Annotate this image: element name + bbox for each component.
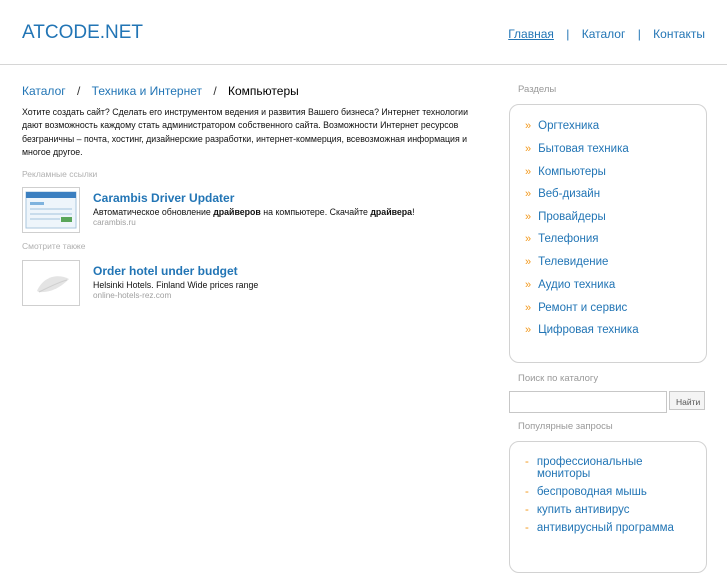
- breadcrumb-tech-link[interactable]: Техника и Интернет: [91, 84, 202, 98]
- see-also-label: Смотрите также: [22, 241, 86, 251]
- popular-item[interactable]: [525, 456, 643, 480]
- popular-label: Популярные запросы: [518, 421, 613, 432]
- section-link[interactable]: Цифровая техника: [538, 324, 639, 336]
- nav-separator: |: [566, 27, 570, 41]
- bullet-icon: »: [525, 188, 532, 200]
- section-link[interactable]: Веб-дизайн: [538, 188, 601, 200]
- section-item[interactable]: [525, 256, 608, 268]
- ad-title-link[interactable]: Order hotel under budget: [93, 264, 238, 278]
- dash-icon: -: [525, 504, 529, 516]
- popular-link[interactable]: [525, 456, 643, 480]
- ad-url: carambis.ru: [93, 218, 136, 227]
- ad-desc-keyword: драйвера: [370, 207, 413, 217]
- search-button[interactable]: Найти: [669, 391, 705, 410]
- breadcrumb-separator: /: [213, 84, 217, 98]
- popular-link[interactable]: купить антивирус: [536, 504, 630, 516]
- ad-carambis: [22, 187, 482, 233]
- section-item[interactable]: [525, 324, 639, 336]
- section-item[interactable]: [525, 166, 606, 178]
- section-link[interactable]: Провайдеры: [538, 211, 606, 223]
- popular-box: [509, 441, 707, 573]
- popular-link-line: профессиональные: [536, 456, 643, 468]
- popular-link-line: мониторы: [537, 468, 591, 480]
- ad-hotel: [22, 260, 482, 306]
- ad-url: online-hotels-rez.com: [93, 291, 172, 300]
- screenshot-thumbnail-icon: [23, 188, 79, 232]
- intro-text: Хотите создать сайт? Сделать его инструментом ведения и развития Вашего бизнеса? Интернет технологии дают возможность каждому стать администратором собственного сайта. Возможности Интернет ресурсов безграничны – почта, хостинг, дизайнерские разработки, интернет-коммерция, всевозможная информация и многое другое.: [22, 107, 468, 157]
- section-link[interactable]: Аудио техника: [538, 279, 616, 291]
- bullet-icon: »: [525, 279, 532, 291]
- breadcrumb: [22, 84, 299, 98]
- section-item[interactable]: [525, 211, 606, 223]
- bullet-icon: »: [525, 143, 532, 155]
- ad-title-link[interactable]: Carambis Driver Updater: [93, 191, 235, 205]
- ad-desc-part: !: [412, 207, 415, 217]
- section-link[interactable]: Телефония: [538, 233, 599, 245]
- section-item[interactable]: [525, 302, 627, 314]
- breadcrumb-current: Компьютеры: [228, 84, 299, 98]
- section-link[interactable]: Оргтехника: [538, 120, 600, 132]
- leaf-icon: [23, 261, 79, 305]
- nav-catalog-link[interactable]: Каталог: [581, 27, 626, 41]
- dash-icon: -: [525, 456, 529, 468]
- bullet-icon: »: [525, 166, 532, 178]
- top-nav: [508, 27, 705, 41]
- section-item[interactable]: [525, 233, 598, 245]
- section-item[interactable]: [525, 188, 600, 200]
- ad-desc-keyword: драйверов: [213, 207, 261, 217]
- site-logo[interactable]: ATCODE.NET: [22, 22, 144, 43]
- bullet-icon: »: [525, 256, 532, 268]
- ad-desc-part: Автоматическое обновление: [93, 207, 214, 217]
- dash-icon: -: [525, 522, 529, 534]
- section-item[interactable]: [525, 279, 615, 291]
- breadcrumb-separator: /: [76, 84, 81, 98]
- ads-label: Рекламные ссылки: [22, 169, 98, 179]
- ad-thumbnail[interactable]: [22, 187, 80, 233]
- section-link[interactable]: Ремонт и сервис: [538, 302, 628, 314]
- popular-link[interactable]: антивирусный программа: [536, 522, 674, 534]
- header: [0, 0, 727, 65]
- bullet-icon: »: [525, 211, 532, 223]
- section-item[interactable]: [525, 143, 629, 155]
- sections-label: Разделы: [518, 84, 557, 95]
- breadcrumb-catalog-link[interactable]: Каталог: [22, 84, 66, 98]
- bullet-icon: »: [525, 302, 532, 314]
- catalog-search-input[interactable]: [509, 391, 667, 413]
- dash-icon: -: [525, 486, 529, 498]
- ad-desc-part: на компьютере. Скачайте: [260, 207, 371, 217]
- sections-box: [509, 104, 707, 363]
- popular-item[interactable]: [525, 522, 674, 534]
- popular-link[interactable]: беспроводная мышь: [536, 486, 647, 498]
- nav-home-link[interactable]: Главная: [508, 27, 554, 41]
- ad-description: [93, 207, 415, 217]
- bullet-icon: »: [525, 324, 532, 336]
- nav-separator: |: [637, 27, 641, 41]
- ad-thumbnail[interactable]: [22, 260, 80, 306]
- ad-description: Helsinki Hotels. Finland Wide prices range: [93, 280, 259, 290]
- popular-item[interactable]: [525, 486, 647, 498]
- section-link[interactable]: Бытовая техника: [538, 143, 629, 155]
- popular-item[interactable]: [525, 504, 629, 516]
- nav-contacts-link[interactable]: Контакты: [653, 27, 705, 41]
- bullet-icon: »: [525, 233, 532, 245]
- bullet-icon: »: [525, 120, 532, 132]
- search-label: Поиск по каталогу: [518, 373, 599, 384]
- section-item[interactable]: [525, 120, 599, 132]
- section-link[interactable]: Компьютеры: [538, 166, 606, 178]
- section-link[interactable]: Телевидение: [538, 256, 609, 268]
